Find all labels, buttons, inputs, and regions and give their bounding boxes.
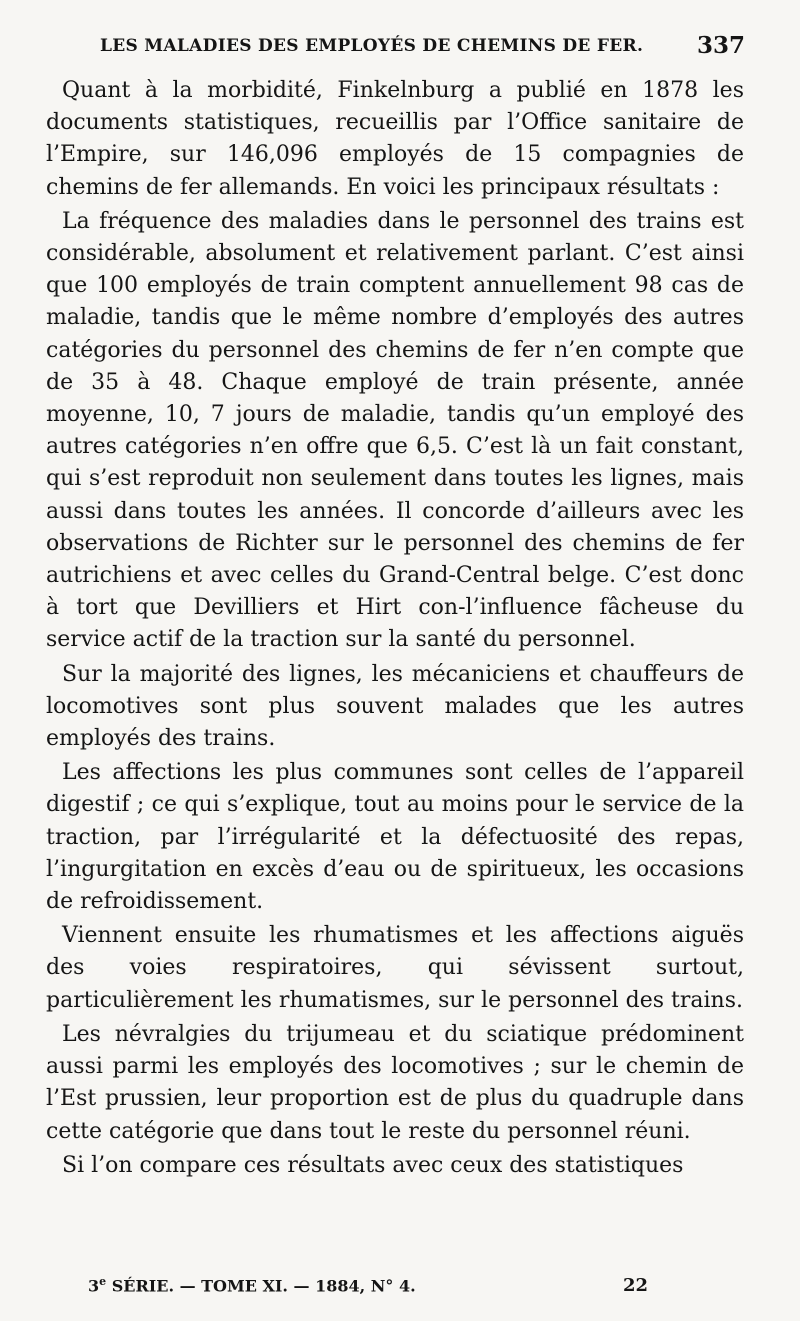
paragraph-frequence: La fréquence des maladies dans le personnel des trains est considérable, absolument et relativement parlant. C’est ainsi que 100 employés de train comptent annuellement 98 cas de maladie, tandis que le même nombre d’employés des autres catégories du personnel des chemins de fer n’en compte que de 35 à 48. Chaque employé de train présente, année moyenne, 10, 7 jours de maladie, tandis qu’un employé des autres catégories n’en offre que 6,5. C’est là un fait constant, qui s’est reproduit non seulement dans toutes les lignes, mais aussi dans toutes les années. Il concorde d’ailleurs avec les observations de Richter sur le personnel des chemins de fer autrichiens et avec celles du Grand-Central belge. C’est donc à tort que Devilliers et Hirt con-l’influence fâcheuse du service actif de la traction sur la santé du personnel.	[46, 208, 744, 653]
page-number: 337	[696, 32, 745, 59]
series-info	[88, 1275, 416, 1295]
running-header	[100, 32, 745, 62]
paragraph-affections: Les affections les plus communes sont celles de l’appareil digestif ; ce qui s’explique, tout au moins pour le service de la traction, par l’irrégularité et la défectuosité des repas, l’ingurgitation en excès d’eau ou de spiritueux, les occasions de refroidissement.	[46, 760, 744, 915]
running-title: LES MALADIES DES EMPLOYÉS DE CHEMINS DE FER.	[100, 36, 644, 56]
paragraph-comparaison: Si l’on compare ces résultats avec ceux des statistiques	[62, 1152, 684, 1178]
sheet-number: 22	[622, 1275, 648, 1296]
paragraph-majorite: Sur la majorité des lignes, les mécaniciens et chauffeurs de locomotives sont plus souvent malades que les autres employés des trains.	[46, 661, 744, 752]
paragraph-nevralgies: Les névralgies du trijumeau et du sciatique prédominent aussi parmi les employés des locomotives ; sur le chemin de l’Est prussien, leur proportion est de plus du quadruple dans cette catégorie que dans tout le reste du personnel réuni.	[46, 1021, 744, 1144]
series-text: SÉRIE. — TOME XI. — 1884, N° 4.	[106, 1276, 416, 1296]
series-suffix: e	[99, 1275, 107, 1288]
page-footer	[88, 1275, 648, 1303]
paragraph-morbidite: Quant à la morbidité, Finkelnburg a publié en 1878 les documents statistiques, recueillis par l’Office sanitaire de l’Empire, sur 146,096 employés de 15 compagnies de chemins de fer allemands. En voici les principaux résultats :	[46, 78, 744, 200]
series-number: 3	[88, 1276, 100, 1296]
paragraph-rhumatismes: Viennent ensuite les rhumatismes et les affections aiguës des voies respiratoires, qui sévissent surtout, particulièrement les rhumatismes, sur le personnel des trains.	[46, 923, 744, 1013]
body-text	[46, 75, 744, 1184]
